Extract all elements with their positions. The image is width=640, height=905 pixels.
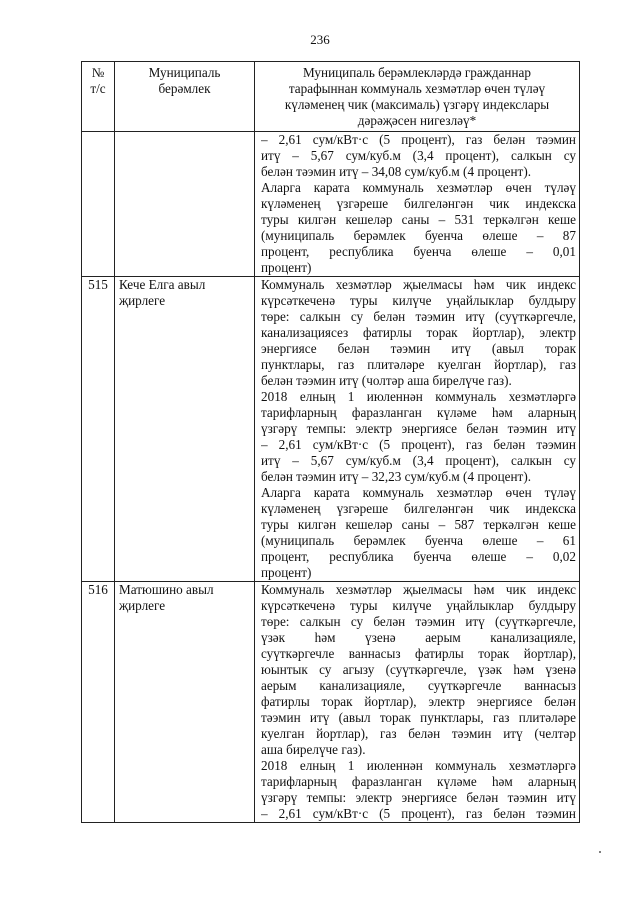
text-line: аерым канализацияле, суүткәргечле ваннасыз [261,678,576,693]
header-index-line: күләменең чик (максималь) үзгәрү индекслары [284,97,550,112]
page-number: 236 [310,32,330,47]
table-header-row [82,62,580,132]
text-line: юынтык су агызу (суүткәргечле, үзәк һәм үзенә [261,662,576,677]
text-line: белән тәэмин итү – 32,23 сум/куб.м (4 процент). [261,469,532,484]
text-line: Аларга карата коммуналь хезмәтләр өчен түләү [261,180,576,195]
text-line: суүткәргечле ваннасыз фатирлы торак йортлар), [261,646,576,661]
text-line: канализациясез фатирлы торак йортлар), электр [261,325,576,340]
text-line: тәэмин итү (авыл торак пунктлары, газ плитәләре [261,710,576,725]
text-line: күрсәткеченә туры килүче уңайлыклар булдыру [261,598,576,613]
tariff-index-table [81,61,580,823]
row-index-text [255,582,580,823]
municipality-line: Матюшино авыл [119,582,214,597]
row-index-text [255,132,580,277]
text-line: процент, республика буенча өлеше – 0,02 [261,549,576,564]
header-number [82,62,115,132]
municipality-line: җирлеге [119,293,166,308]
text-line: пунктлары, газ плитәләре куелган йортлар), газ [261,357,576,372]
text-line: Коммуналь хезмәтләр җыелмасы һәм чик индекс [261,582,576,597]
header-number-line: № [91,65,105,80]
row-municipality [115,277,255,582]
text-line: төре: салкын су белән тәэмин итү (суүткәргечле, [261,614,576,629]
header-index-line: тарафыннан коммуналь хезмәтләр өчен түләү [288,81,546,96]
header-index-line: Муниципаль берәмлекләрдә гражданнар [303,65,531,80]
text-line: үзгәрү темпы: электр энергиясе белән тәэмин итү [261,421,576,436]
table-row [82,132,580,277]
text-line: күләменең үзгәреше билгеләнгән чик индекска [261,501,576,516]
text-line: аша бирелүче газ). [261,742,366,757]
text-line: күләменең үзгәреше билгеләнгән чик индекска [261,196,576,211]
text-line: Аларга карата коммуналь хезмәтләр өчен түләү [261,485,576,500]
municipality-line: җирлеге [119,598,166,613]
header-index [255,62,580,132]
row-municipality [115,132,255,277]
text-line: энергиясе белән тәэмин итү (авыл торак [261,341,576,356]
text-line: 2018 елның 1 июленнән коммуналь хезмәтләргә [261,389,576,404]
text-line: (муниципаль берәмлек буенча өлеше – 87 [261,228,576,243]
header-number-line: т/с [90,81,106,96]
text-line: процент, республика буенча өлеше – 0,01 [261,244,576,259]
text-line: Коммуналь хезмәтләр җыелмасы һәм чик индекс [261,277,576,292]
text-line: (муниципаль берәмлек буенча өлеше – 61 [261,533,576,548]
text-line: тарифларның фаразланган күләме һәм аларның [261,405,576,420]
row-number [82,132,115,277]
table-body [82,132,580,823]
text-line: итү – 5,67 сум/куб.м (3,4 процент), салкын су [261,148,576,163]
text-line: туры килгән кешеләр саны – 587 теркәлгән кеше [261,517,576,532]
table-row [82,277,580,582]
row-index-text [255,277,580,582]
header-index-line: дәрәҗәсен нигезләү* [357,113,477,128]
row-municipality [115,582,255,823]
row-number: 515 [82,277,115,582]
text-line: тарифларның фаразланган күләме һәм аларның [261,774,576,789]
text-line: үзгәрү темпы: электр энергиясе белән тәэмин итү [261,790,576,805]
row-number: 516 [82,582,115,823]
text-line: төре: салкын су белән тәэмин итү (суүткәргечле, [261,309,576,324]
table-row [82,582,580,823]
text-line: – 2,61 сум/кВт·с (5 процент), газ белән тәэмин [261,806,576,821]
municipality-line: Кече Елга авыл [119,277,206,292]
text-line: фатирлы торак йортлар), электр энергиясе белән [261,694,576,709]
header-municipality-line: берәмлек [158,81,211,96]
header-municipality-line: Муниципаль [148,65,221,80]
header-municipality [115,62,255,132]
text-line: итү – 5,67 сум/куб.м (3,4 процент), салкын су [261,453,576,468]
text-line: – 2,61 сум/кВт·с (5 процент), газ белән тәэмин [261,132,576,147]
text-line: 2018 елның 1 июленнән коммуналь хезмәтләргә [261,758,576,773]
text-line: туры килгән кешеләр саны – 531 теркәлгән кеше [261,212,576,227]
text-line: белән тәэмин итү – 34,08 сум/куб.м (4 процент). [261,164,532,179]
text-line: куелган йортлар), газ белән тәэмин итү (челтәр [261,726,576,741]
text-line: белән тәэмин итү (чолтәр аша бирелүче газ). [261,373,512,388]
text-line: – 2,61 сум/кВт·с (5 процент), газ белән тәэмин [261,437,576,452]
text-line: үзәк һәм үзенә аерым канализацияле, [261,630,576,645]
text-line: процент) [261,260,312,275]
text-line: күрсәткеченә туры килүче уңайлыклар булдыру [261,293,576,308]
scan-speck [599,851,601,853]
text-line: процент) [261,565,312,580]
